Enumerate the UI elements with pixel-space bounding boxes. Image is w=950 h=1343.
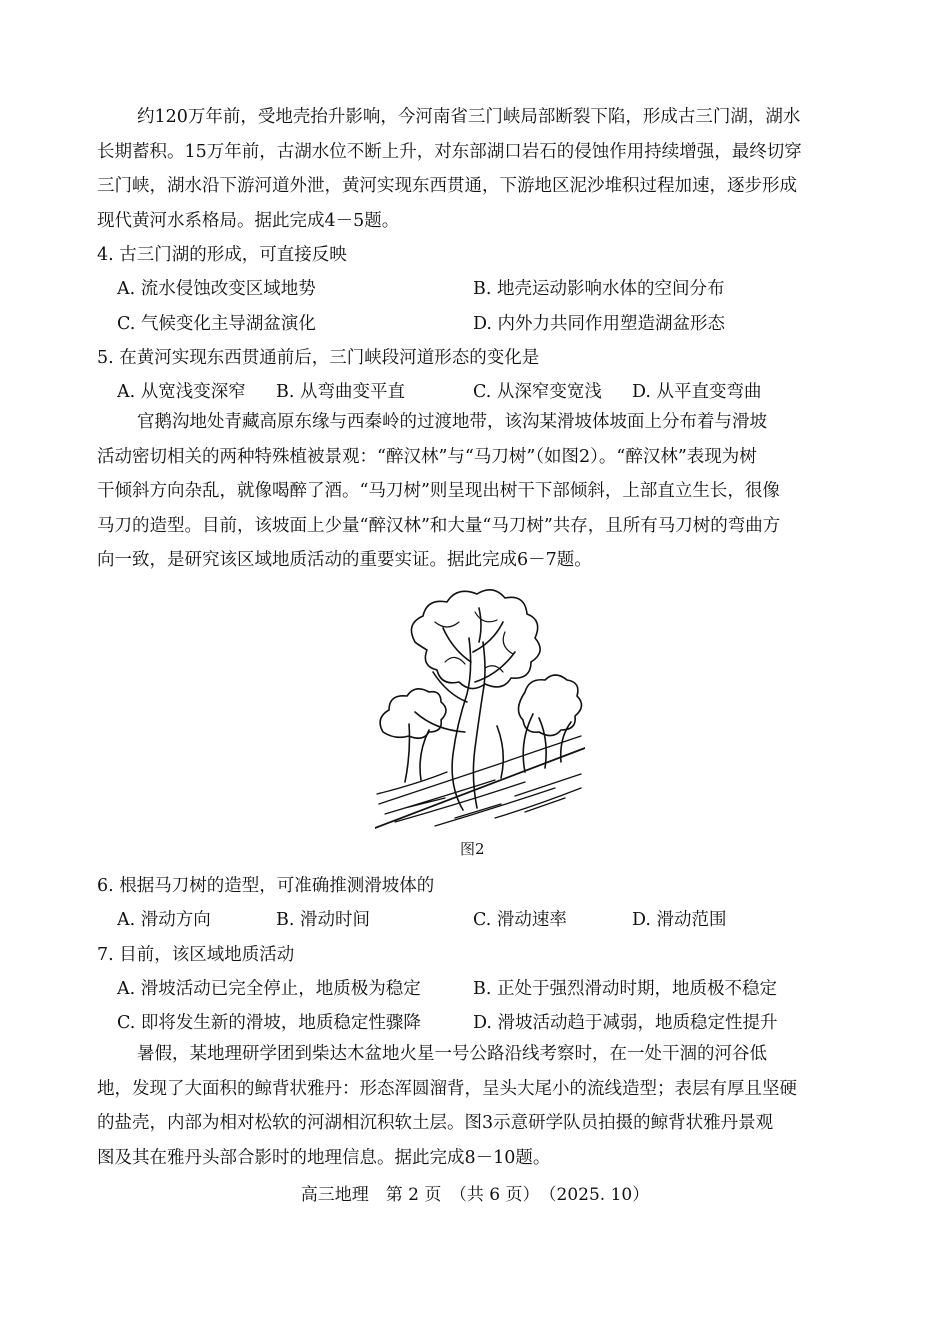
question-7-option-a: A. 滑坡活动已完全停止，地质极为稳定 [117,979,421,999]
question-5-option-c: C. 从深窄变宽浅 [473,382,602,402]
question-4-stem: 4. 古三门湖的形成，可直接反映 [97,245,347,265]
passage-line: 地，发现了大面积的鲸背状雅丹：形态浑圆溜背，呈头大尾小的流线造型；表层有厚且坚硬 [97,1078,797,1099]
figure-2-tree-sketch [375,582,585,830]
passage-line: 的盐壳，内部为相对松软的河湖相沉积软土层。图3示意研学队员拍摄的鲸背状雅丹景观 [97,1113,774,1133]
passage-line: 官鹅沟地处青藏高原东缘与西秦岭的过渡地带，该沟某滑坡体坡面上分布着与滑坡 [137,412,767,432]
question-7-stem: 7. 目前，该区域地质活动 [97,945,295,965]
question-5-stem: 5. 在黄河实现东西贯通前后，三门峡段河道形态的变化是 [97,348,540,368]
passage-line: 三门峡，湖水沿下游河道外泄，黄河实现东西贯通，下游地区泥沙堆积过程加速，逐步形成 [97,176,797,196]
question-6-option-d: D. 滑动范围 [632,910,727,930]
passage-line: 暑假，某地理研学团到柴达木盆地火星一号公路沿线考察时，在一处干涸的河谷低 [137,1044,767,1064]
passage-line: 长期蓄积。15万年前，古湖水位不断上升，对东部湖口岩石的侵蚀作用持续增强，最终切穿 [97,141,802,162]
question-7-option-c: C. 即将发生新的滑坡，地质稳定性骤降 [117,1013,421,1033]
question-6-option-a: A. 滑动方向 [117,910,211,930]
question-5-option-a: A. 从宽浅变深窄 [117,382,246,402]
question-4-option-a: A. 流水侵蚀改变区域地势 [117,279,316,299]
slope-hatching [377,736,581,826]
canopy-main [411,590,540,689]
passage-guanegou [97,405,857,578]
question-7-option-b: B. 正处于强烈滑动时期，地质极不稳定 [473,979,777,999]
branches [415,608,515,732]
passage-line: 活动密切相关的两种特殊植被景观：“醉汉林”与“马刀树”（如图2）。“醉汉林”表现为树 [97,446,757,467]
passage-line: 向一致，是研究该区域地质活动的重要实证。据此完成6－7题。 [97,550,592,570]
question-4-option-b: B. 地壳运动影响水体的空间分布 [473,279,725,299]
passage-line: 约120万年前，受地壳抬升影响，今河南省三门峡局部断裂下陷，形成古三门湖，湖水 [137,107,801,127]
passage-line: 图及其在雅丹头部合影时的地理信息。据此完成8－10题。 [97,1147,551,1168]
page-footer: 高三地理 第 2 页 （共 6 页） （2025. 10） [300,1185,650,1205]
question-6-option-b: B. 滑动时间 [276,910,370,930]
question-6-stem: 6. 根据马刀树的造型，可准确推测滑坡体的 [97,876,435,896]
passage-sanmenxia [97,100,857,238]
passage-yardang [97,1037,857,1175]
question-4-option-c: C. 气候变化主导湖盆演化 [117,314,316,334]
passage-line: 马刀的造型。目前，该坡面上少量“醉汉林”和大量“马刀树”共存，且所有马刀树的弯曲方 [97,515,781,536]
canopy-left [380,689,446,738]
passage-line: 现代黄河水系格局。据此完成4－5题。 [97,210,400,231]
passage-line: 干倾斜方向杂乱，就像喝醉了酒。“马刀树”则呈现出树干下部倾斜，上部直立生长，很像 [97,481,780,501]
question-5-option-b: B. 从弯曲变平直 [276,382,405,402]
question-5-option-d: D. 从平直变弯曲 [632,382,762,402]
question-4-option-d: D. 内外力共同作用塑造湖盆形态 [473,314,726,334]
question-7-option-d: D. 滑坡活动趋于减弱，地质稳定性提升 [473,1013,778,1033]
question-6-option-c: C. 滑动速率 [473,910,567,930]
figure-2-caption: 图2 [460,840,485,858]
